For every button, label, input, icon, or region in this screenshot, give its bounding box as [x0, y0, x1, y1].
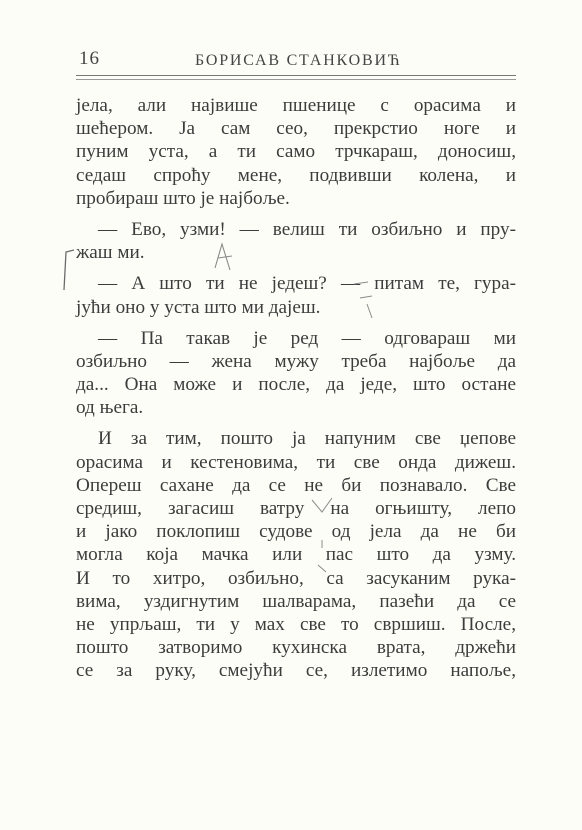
text-line: средиш, загасиш ватру на огњишту, лепо	[76, 498, 516, 519]
text-line: жаш ми.	[76, 242, 145, 264]
text-line: Опереш сахане да се не би познавало. Све	[76, 474, 516, 496]
text-line: вима, уздигнутим шалварама, пазећи да се	[76, 590, 516, 612]
text-line: шећером. Ја сам сео, прекрстио ноге и	[76, 118, 516, 140]
paragraph	[76, 94, 516, 210]
text-line: пуним уста, а ти само трчкараш, доносиш,	[76, 141, 516, 163]
text-line: орасима и кестеновима, ти све онда дижеш.	[76, 451, 516, 473]
margin-bracket-mark	[64, 250, 74, 290]
text-line: пошто затворимо кухинска врата, држећи	[76, 637, 516, 659]
text-line: седаш спроћу мене, подвивши колена, и	[76, 164, 516, 186]
text-line: могла која мачка или пас што да узму.	[76, 544, 516, 566]
text-line: — Па такав је ред — одговараш ми	[98, 327, 516, 349]
paragraph	[76, 272, 516, 318]
text-line: од њега.	[76, 397, 144, 419]
header-rule	[76, 75, 516, 76]
header-rule-thin	[76, 79, 516, 80]
page-number: 16	[79, 48, 100, 69]
text-line: озбиљно — жена мужу треба најбоље да	[76, 350, 516, 372]
text-line: се за руку, смејући се, излетимо напоље,	[76, 660, 516, 682]
text-line: — Ево, узми! — велиш ти озбиљно и пру-	[98, 218, 516, 240]
body-text	[76, 94, 516, 683]
paragraph	[76, 427, 516, 682]
paragraph	[76, 218, 516, 264]
text-line: — А што ти не једеш? — питам те, гура-	[98, 273, 516, 295]
text-line: И за тим, пошто ја напуним све џепове	[98, 428, 516, 450]
text-line: јући оно у уста што ми дајеш.	[76, 296, 321, 318]
text-line: пробираш што је најбоље.	[76, 187, 290, 209]
text-line: и јако поклопиш судове од јела да не би	[76, 521, 516, 543]
text-line: И то хитро, озбиљно, са засуканим рука-	[76, 567, 516, 589]
running-head: БОРИСАВ СТАНКОВИЋ	[195, 52, 402, 69]
text-line: не упрљаш, ти у мах све то свршиш. После,	[76, 613, 516, 635]
text-line: јела, али највише пшенице с орасима и	[76, 95, 516, 116]
paragraph	[76, 327, 516, 420]
text-line: да... Она може и после, да једе, што остане	[76, 374, 516, 396]
